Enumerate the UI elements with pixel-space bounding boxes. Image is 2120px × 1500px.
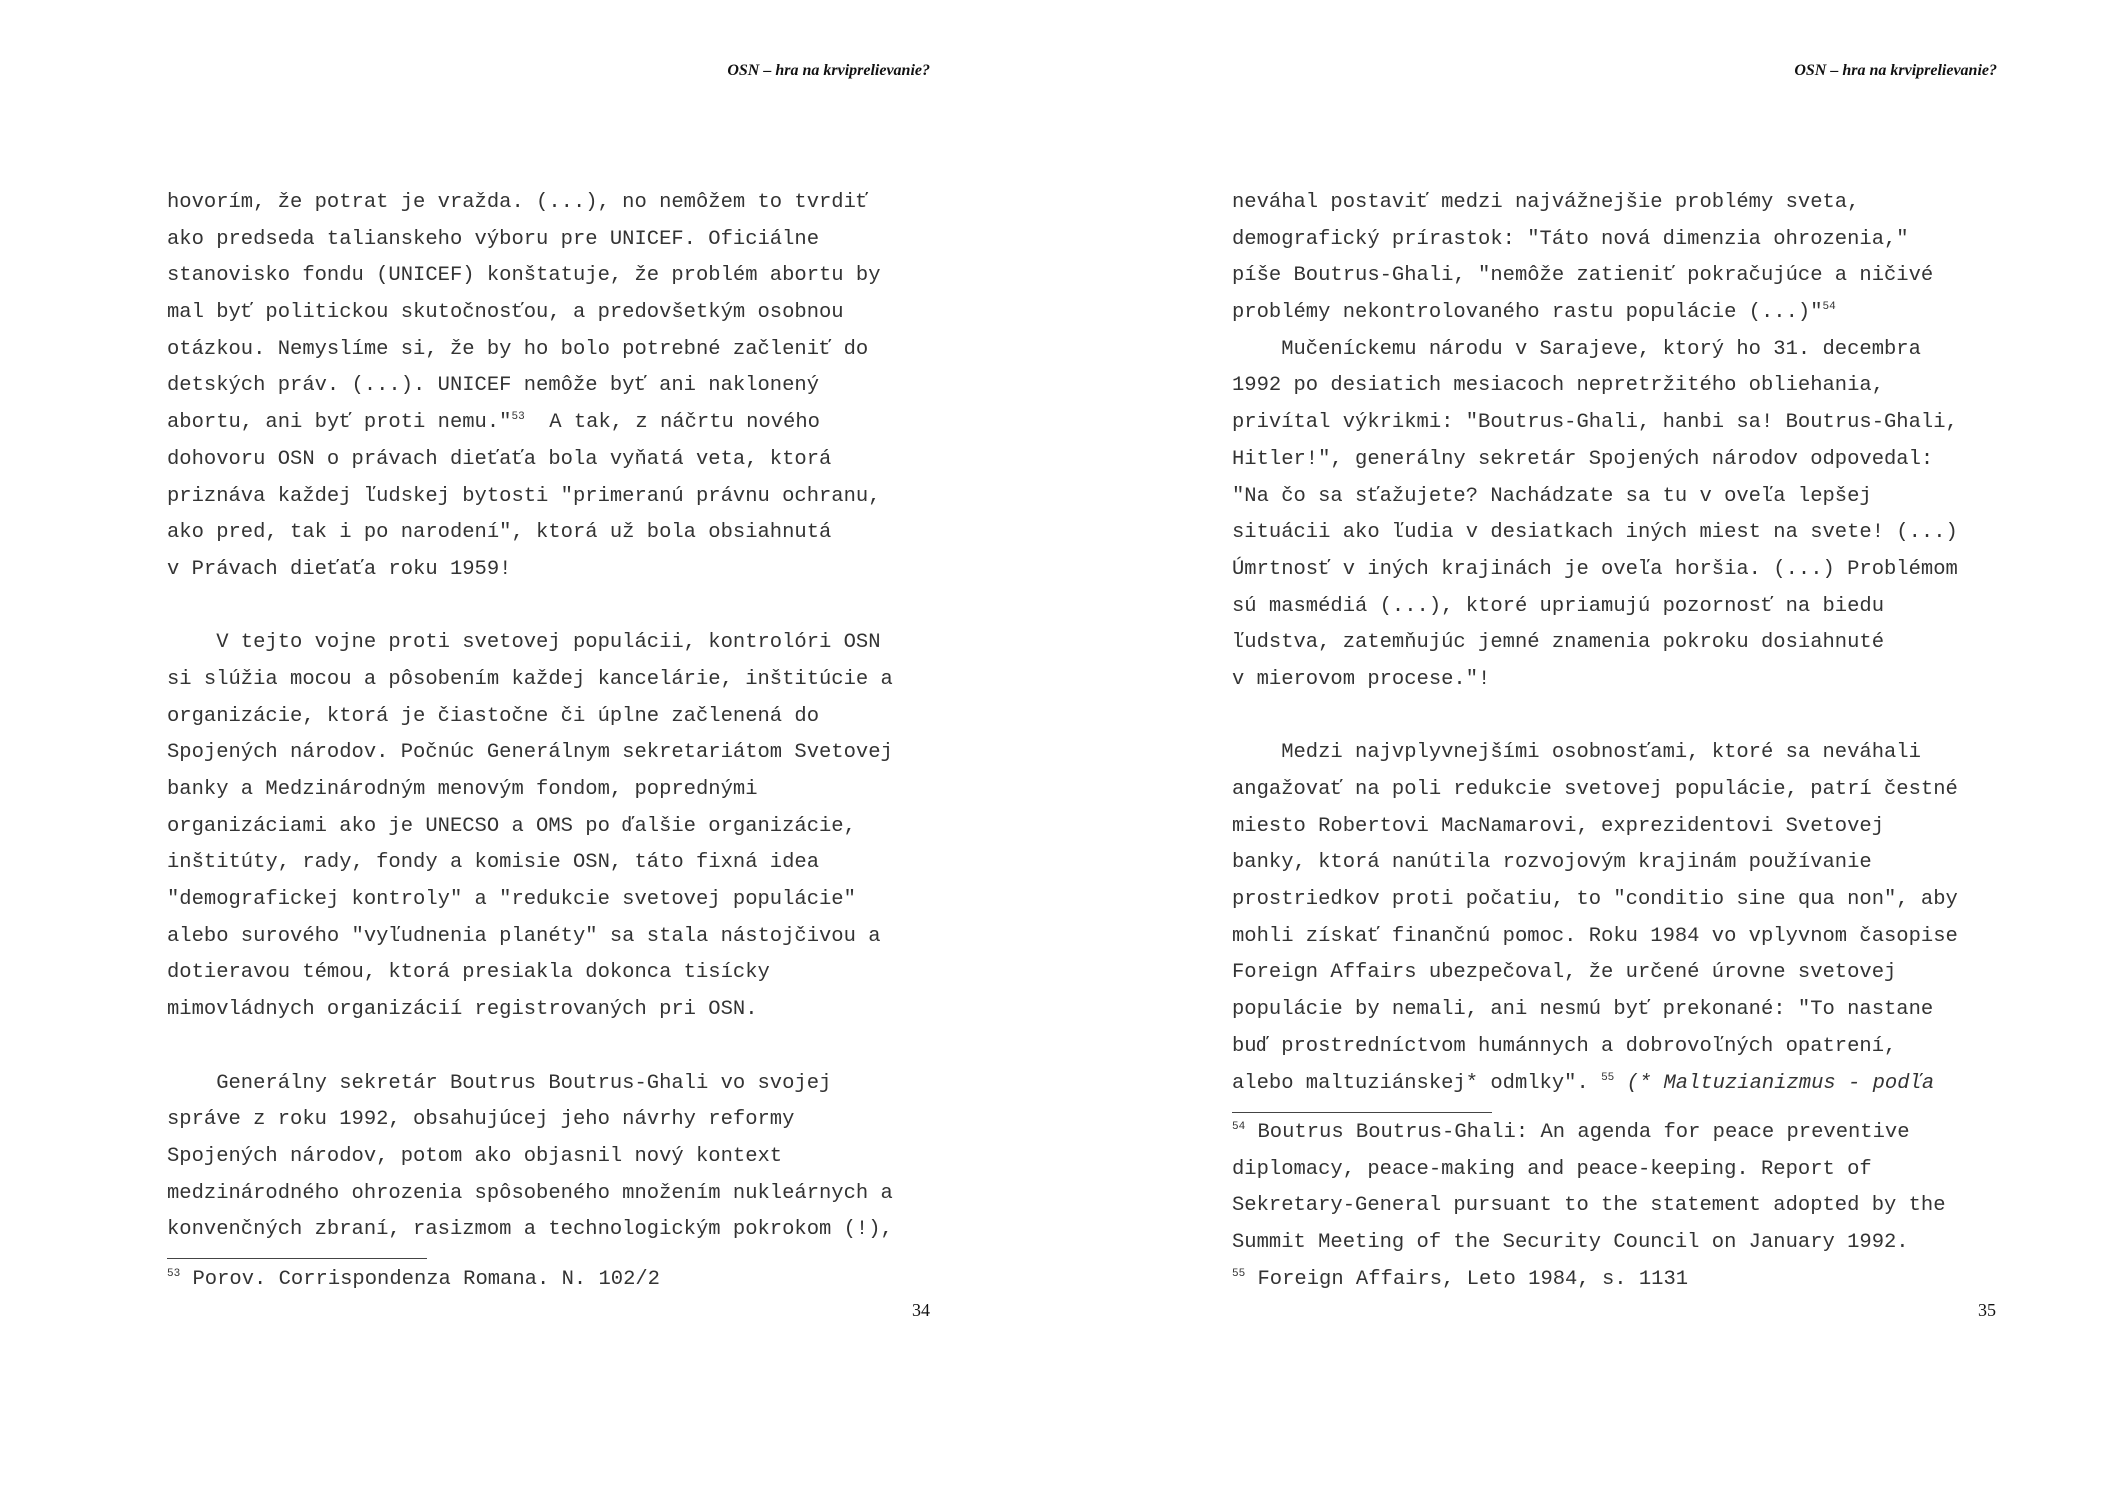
- text-line: Foreign Affairs ubezpečoval, že určené úrovne svetovej: [1232, 961, 1897, 985]
- text-line: [1232, 1066, 2022, 1103]
- text-line: angažovať na poli redukcie svetovej populácie, patrí čestné: [1232, 778, 1958, 801]
- text-fragment: problémy nekontrolovaného rastu populácie (...)": [1232, 301, 1823, 325]
- footnotes: [167, 1262, 660, 1299]
- paragraph-2: [167, 625, 947, 1029]
- right-page: [1060, 0, 2120, 1500]
- text-line: Spojených národov. Počnúc Generálnym sekretariátom Svetovej: [167, 741, 893, 765]
- footnote-53: [167, 1262, 660, 1299]
- text-line: prostriedkov proti počatiu, to "conditio sine qua non", aby: [1232, 888, 1958, 912]
- paragraph-1: [1232, 185, 2022, 332]
- text-line: V tejto vojne proti svetovej populácii, kontrolóri OSN: [167, 631, 881, 655]
- footnote-number: 54: [1232, 1121, 1246, 1134]
- text-line: buď prostredníctvom humánnych a dobrovoľných opatrení,: [1232, 1034, 1897, 1058]
- footnote-text: Foreign Affairs, Leto 1984, s. 1131: [1245, 1267, 1689, 1291]
- text-line: mimovládnych organizácií registrovaných pri OSN.: [167, 998, 758, 1022]
- text-line: demografický prírastok: "Táto nová dimenzia ohrozenia,": [1232, 227, 1909, 251]
- text-line: stanovisko fondu (UNICEF) konštatuje, že problém abortu by: [167, 264, 881, 288]
- text-line: Spojených národov, potom ako objasnil nový kontext: [167, 1144, 783, 1168]
- text-line: populácie by nemali, ani nesmú byť prekonané: "To nastane: [1232, 998, 1934, 1022]
- text-line: v mierovom procese."!: [1232, 667, 1491, 691]
- paragraph-gap: [167, 1029, 947, 1066]
- text-line: [1232, 295, 2022, 332]
- text-line: Mučeníckemu národu v Sarajeve, ktorý ho 31. decembra: [1232, 337, 1921, 361]
- text-line: organizáciami ako je UNECSO a OMS po ďalšie organizácie,: [167, 814, 856, 838]
- italic-note: (* Maltuzianizmus - podľa: [1614, 1071, 1935, 1095]
- text-line: mohli získať finančnú pomoc. Roku 1984 vo vplyvnom časopise: [1232, 924, 1958, 948]
- footnote-line: Sekretary-General pursuant to the statement adopted by the: [1232, 1194, 1946, 1218]
- paragraph-gap: [1232, 699, 2022, 736]
- text-line: privítal výkrikmi: "Boutrus-Ghali, hanbi sa! Boutrus-Ghali,: [1232, 411, 1958, 435]
- text-line: banky, ktorá nanútila rozvojovým krajinám používanie: [1232, 851, 1872, 875]
- footnote-text: Boutrus Boutrus-Ghali: An agenda for peace preventive: [1245, 1121, 1910, 1144]
- text-line: 1992 po desiatich mesiacoch nepretržitého obliehania,: [1232, 374, 1885, 398]
- text-line: si slúžia mocou a pôsobením každej kancelárie, inštitúcie a: [167, 667, 893, 691]
- running-header: OSN – hra na krviprelievanie?: [727, 62, 930, 79]
- footnote-line: Summit Meeting of the Security Council on January 1992.: [1232, 1231, 1909, 1255]
- text-line: ako pred, tak i po narodení", ktorá už bola obsiahnutá: [167, 521, 832, 545]
- footnote-ref-53[interactable]: 53: [511, 411, 525, 424]
- text-line: v Právach dieťaťa roku 1959!: [167, 557, 512, 581]
- text-line: ako predseda talianskeho výboru pre UNICEF. Oficiálne: [167, 227, 820, 251]
- text-line: ľudstva, zatemňujúc jemné znamenia pokroku dosiahnuté: [1232, 631, 1885, 655]
- footnote-number: 55: [1232, 1267, 1246, 1280]
- paragraph-gap: [167, 589, 947, 626]
- text-line: miesto Robertovi MacNamarovi, exprezidentovi Svetovej: [1232, 814, 1885, 838]
- paragraph-1: [167, 185, 947, 589]
- body-text: [1232, 185, 2022, 1102]
- text-fragment: abortu, ani byť proti nemu.": [167, 411, 512, 435]
- text-line: [167, 405, 947, 442]
- footnote-number: 53: [167, 1268, 181, 1281]
- text-line: organizácie, ktorá je čiastočne či úplne začlenená do: [167, 704, 820, 728]
- footnotes: [1232, 1115, 1946, 1298]
- text-line: "demografickej kontroly" a "redukcie svetovej populácie": [167, 888, 856, 912]
- text-line: neváhal postaviť medzi najvážnejšie problémy sveta,: [1232, 191, 1860, 214]
- page-number: 35: [1978, 1300, 1996, 1320]
- running-header: OSN – hra na krviprelievanie?: [1794, 62, 1997, 79]
- text-line: píše Boutrus-Ghali, "nemôže zatieniť pokračujúce a ničivé: [1232, 264, 1934, 288]
- text-line: detských práv. (...). UNICEF nemôže byť ani naklonený: [167, 374, 820, 398]
- footnote-line: diplomacy, peace-making and peace-keeping. Report of: [1232, 1157, 1872, 1181]
- text-line: správe z roku 1992, obsahujúcej jeho návrhy reformy: [167, 1108, 795, 1132]
- paragraph-3: [1232, 735, 2022, 1102]
- footnote-divider: [167, 1258, 427, 1259]
- body-text: [167, 185, 947, 1249]
- text-line: Hitler!", generálny sekretár Spojených národov odpovedal:: [1232, 447, 1934, 471]
- text-line: medzinárodného ohrozenia spôsobeného množením nukleárnych a: [167, 1181, 893, 1205]
- text-line: inštitúty, rady, fondy a komisie OSN, táto fixná idea: [167, 851, 820, 875]
- text-line: Medzi najvplyvnejšími osobnosťami, ktoré sa neváhali: [1232, 741, 1921, 765]
- text-line: Úmrtnosť v iných krajinách je oveľa horšia. (...) Problémom: [1232, 557, 1958, 581]
- text-fragment: alebo maltuziánskej* odmlky".: [1232, 1071, 1602, 1095]
- footnote-ref-55[interactable]: 55: [1601, 1071, 1615, 1084]
- footnote-text: Porov. Corrispondenza Romana. N. 102/2: [180, 1268, 660, 1291]
- text-line: dotieravou témou, ktorá presiakla dokonca tisícky: [167, 961, 770, 985]
- text-fragment: A tak, z náčrtu nového: [524, 411, 820, 435]
- footnote-ref-54[interactable]: 54: [1822, 301, 1836, 314]
- paragraph-3: [167, 1066, 947, 1249]
- text-line: hovorím, že potrat je vražda. (...), no nemôžem to tvrdiť: [167, 191, 869, 214]
- text-line: konvenčných zbraní, rasizmom a technologickým pokrokom (!),: [167, 1218, 893, 1242]
- text-line: sú masmédiá (...), ktoré upriamujú pozornosť na biedu: [1232, 594, 1885, 618]
- text-line: mal byť politickou skutočnosťou, a predovšetkým osobnou: [167, 301, 844, 325]
- text-line: "Na čo sa sťažujete? Nachádzate sa tu v oveľa lepšej: [1232, 484, 1872, 508]
- text-line: alebo surového "vyľudnenia planéty" sa stala nástojčivou a: [167, 924, 881, 948]
- footnote-55: [1232, 1262, 1946, 1299]
- text-line: dohovoru OSN o právach dieťaťa bola vyňatá veta, ktorá: [167, 447, 832, 471]
- footnote-divider: [1232, 1112, 1492, 1113]
- footnote-54: [1232, 1115, 1946, 1152]
- page-number: 34: [912, 1300, 930, 1320]
- text-line: banky a Medzinárodným menovým fondom, poprednými: [167, 778, 758, 801]
- text-line: otázkou. Nemyslíme si, že by ho bolo potrebné začleniť do: [167, 337, 869, 361]
- text-line: situácii ako ľudia v desiatkach iných miest na svete! (...): [1232, 521, 1958, 545]
- paragraph-2: [1232, 332, 2022, 699]
- text-line: priznáva každej ľudskej bytosti "primeranú právnu ochranu,: [167, 484, 881, 508]
- text-line: Generálny sekretár Boutrus Boutrus-Ghali vo svojej: [167, 1071, 832, 1095]
